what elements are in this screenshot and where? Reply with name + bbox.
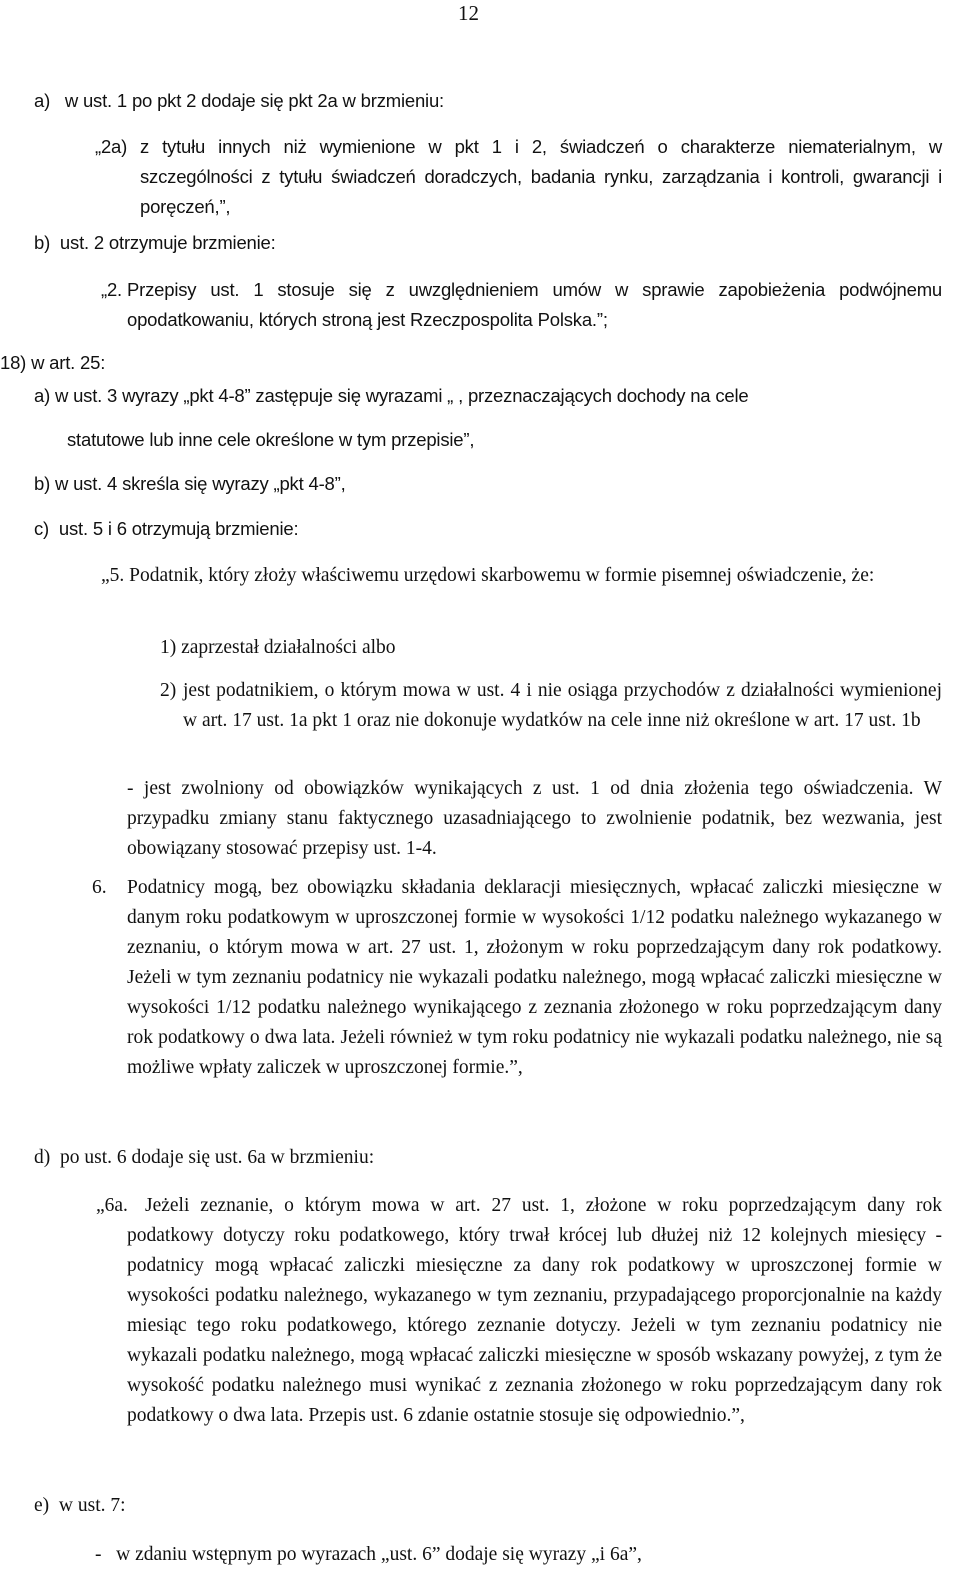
quote-2-text: Przepisy ust. 1 stosuje się z uwzględnieniem umów w sprawie zapobieżenia podwójnemu opodatkowaniu, których stroną jest Rzeczpospolita Polska.”; [127,279,942,330]
paragraph-6a-text: Jeżeli zeznanie, o którym mowa w art. 27 ust. 1, złożone w roku poprzedzającym dany rok podatkowy dotyczy roku podatkowego, który trwał krócej lub dłużej niż 12 kolejnych miesięcy - podatnicy mogą wpłacać zaliczki miesięczne za dany rok podatkowy w uproszczonej formie w wysokości podatku należnego, wykazanego w tym zeznaniu, przypadającego proporcjonalnie na każdy miesiąc tego roku podatkowego, którego zeznanie dotyczy. Jeżeli w tym zeznaniu podatnicy nie wykazali podatku należnego, mogą wpłacać zaliczki miesięczne w sposób wskazany powyżej, z tym że wysokość podatku należnego musi wynikać z zeznania złożonego w roku poprzedzającym dany rok podatkowy o dwa lata. Przepis ust. 6 zdanie ostatnie stosuje się odpowiednio.”, [127,1195,942,1426]
item-d-ust6a: d) po ust. 6 dodaje się ust. 6a w brzmieniu: [34,1147,375,1168]
paragraph-5-closing: - jest zwolniony od obowiązków wynikających z ust. 1 od dnia złożenia tego oświadczenia. W przypadku zmiany stanu faktycznego uzasadniającego to zwolnienie podatnik, bez wezwania, jest obowiązany stosować przepisy ust. 1-4. [127,778,942,859]
item-b-ust4: b) w ust. 4 skreśla się wyrazy „pkt 4-8”, [34,473,346,494]
paragraph-6a-label: „6a. [96,1195,128,1216]
paragraph-5-point-2-label: 2) [160,680,177,701]
item-a-ust3: a) w ust. 3 wyrazy „pkt 4-8” zastępuje się wyrazami „ , przeznaczających dochody na cele [34,385,749,406]
item-e-ust7: e) w ust. 7: [34,1495,126,1516]
paragraph-6-text: Podatnicy mogą, bez obowiązku składania deklaracji miesięcznych, wpłacać zaliczki miesięczne w danym roku podatkowym w uproszczonej formie w wysokości 1/12 podatku należnego wykazanego w zeznaniu, o którym mowa w art. 27 ust. 1, złożonym w roku poprzedzającym dany rok podatkowy. Jeżeli w tym zeznaniu podatnicy nie wykazali podatku należnego, mogą wpłacać zaliczki miesięczne w wysokości 1/12 podatku należnego wynikającego z zeznania złożonego w roku poprzedzającym dany rok podatkowy o dwa lata. Jeżeli również w tym roku podatnicy nie wykazali podatku należnego, nie są możliwe wpłaty zaliczek w uproszczonej formie.”, [127,877,942,1078]
quote-2a-text [140,132,942,222]
paragraph-5-point-2-text: jest podatnikiem, o którym mowa w ust. 4 i nie osiąga przychodów z działalności wymienionej w art. 17 ust. 1a pkt 1 oraz nie dokonuje wydatków na cele inne niż określone w art. 17 ust. 1b [183,680,942,731]
paragraph-5-point-1: 1) zaprzestał działalności albo [160,637,396,658]
quote-2a-label: „2a) [95,136,128,157]
item-a-ust1: a) w ust. 1 po pkt 2 dodaje się pkt 2a w brzmieniu: [34,90,444,111]
item-b-ust2: b) ust. 2 otrzymuje brzmienie: [34,232,276,253]
quote-2-label: „2. [101,279,122,300]
page-number: 12 [458,1,479,25]
quote-2a-body: z tytułu innych niż wymienione w pkt 1 i 2, świadczeń o charakterze niematerialnym, w szczególności z tytułu świadczeń doradczych, badania rynku, zarządzania i kontroli, gwarancji i poręczeń,”, [140,136,942,217]
point-18: 18) w art. 25: [0,352,106,373]
paragraph-5-text: „5. Podatnik, który złoży właściwemu urzędowi skarbowemu w formie pisemnej oświadczenie, że: [101,565,875,586]
item-c-ust5-6: c) ust. 5 i 6 otrzymują brzmienie: [34,518,299,539]
paragraph-5 [101,561,942,591]
item-a-ust3-cont: statutowe lub inne cele określone w tym przepisie”, [67,429,475,450]
paragraph-6-label: 6. [92,877,107,898]
item-e-dash-1: - w zdaniu wstępnym po wyrazach „ust. 6” dodaje się wyrazy „i 6a”, [95,1544,642,1565]
